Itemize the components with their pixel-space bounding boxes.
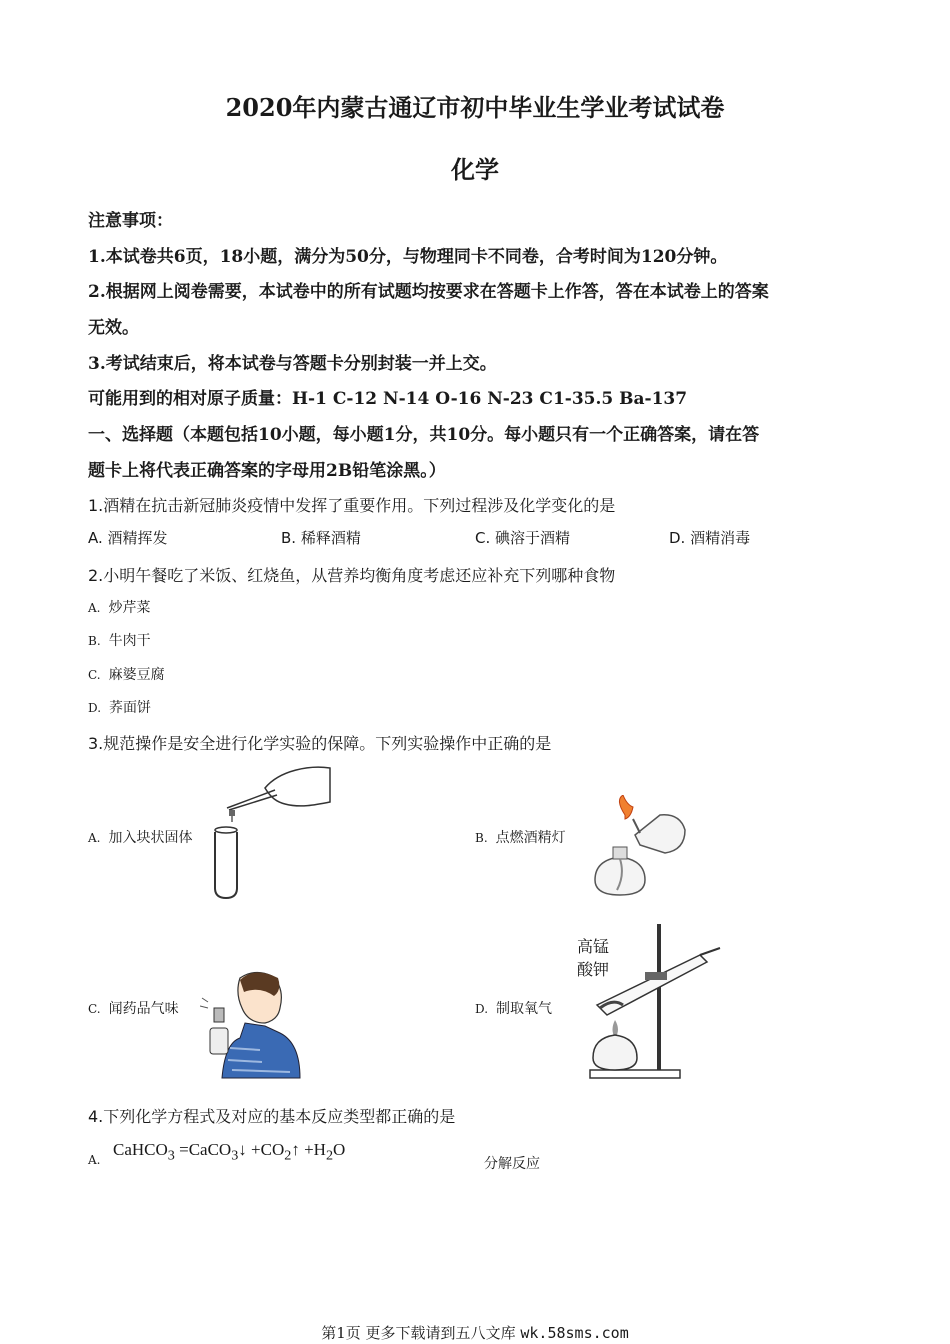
q3-option-a: A. 加入块状固体 (88, 830, 193, 846)
q2-option-b: B. 牛肉干 (88, 633, 151, 649)
footer-link[interactable]: wk.58sms.com (520, 1324, 629, 1342)
subject-title: 化学 (451, 155, 499, 184)
page-footer: 第1页 更多下载请到五八文库 wk.58sms.com (321, 1324, 629, 1342)
q2-option-c: C. 麻婆豆腐 (88, 667, 165, 683)
notice-item-1: 1.本试卷共6页，18小题，满分为50分，与物理同卡不同卷，合考时间为120分钟。 (88, 247, 728, 267)
q3-option-d: D. 制取氧气 (475, 1001, 553, 1017)
potassium-permanganate-label: 高锰 酸钾 (577, 937, 610, 979)
section-heading-cont: 题卡上将代表正确答案的字母用2B铅笔涂黑。） (88, 461, 446, 481)
atomic-mass-line: 可能用到的相对原子质量：H-1 C-12 N-14 O-16 N-23 C1-35.5 Ba-137 (88, 389, 688, 409)
question-4-stem: 4.下列化学方程式及对应的基本反应类型都正确的是 (88, 1107, 456, 1126)
question-3-stem: 3.规范操作是安全进行化学实验的保障。下列实验操作中正确的是 (88, 734, 552, 753)
q1-option-c: C. 碘溶于酒精 (475, 529, 571, 547)
page-title: 2020年内蒙古通辽市初中毕业生学业考试试卷 (225, 93, 725, 122)
notice-item-2: 2.根据网上阅卷需要，本试卷中的所有试题均按要求在答题卡上作答，答在本试卷上的答案 (88, 282, 769, 302)
q2-option-d: D. 荞面饼 (88, 700, 152, 716)
q1-option-b: B. 稀释酒精 (281, 529, 361, 547)
test-tube-tongs-figure (205, 760, 335, 902)
section-heading: 一、选择题（本题包括10小题，每小题1分，共10分。每小题只有一个正确答案，请在答 (88, 425, 760, 445)
notice-item-2-cont: 无效。 (88, 318, 139, 338)
q1-option-a: A. 酒精挥发 (88, 529, 168, 547)
question-1-stem: 1.酒精在抗击新冠肺炎疫情中发挥了重要作用。下列过程涉及化学变化的是 (88, 496, 616, 515)
q3-option-b: B. 点燃酒精灯 (475, 830, 566, 846)
oxygen-apparatus-figure (585, 920, 725, 1085)
q4-option-a-letter: A. (88, 1153, 101, 1167)
q3-option-c: C. 闻药品气味 (88, 1001, 179, 1017)
q4-option-a-equation: CaHCO$_3$ =CaCO$_3$↓ $+CO_2↑ +H_2O$ (113, 1140, 346, 1164)
alcohol-lamp-figure (585, 795, 700, 900)
notice-heading: 注意事项： (88, 211, 173, 231)
question-2-stem: 2.小明午餐吃了米饭、红烧鱼，从营养均衡角度考虑还应补充下列哪种食物 (88, 566, 616, 585)
notice-item-3: 3.考试结束后，将本试卷与答题卡分别封装一并上交。 (88, 354, 497, 374)
q4-option-a-type: 分解反应 (484, 1156, 540, 1172)
q1-option-d: D. 酒精消毒 (669, 529, 751, 547)
q2-option-a: A. 炒芹菜 (88, 600, 151, 616)
smelling-chemical-figure (200, 968, 305, 1083)
